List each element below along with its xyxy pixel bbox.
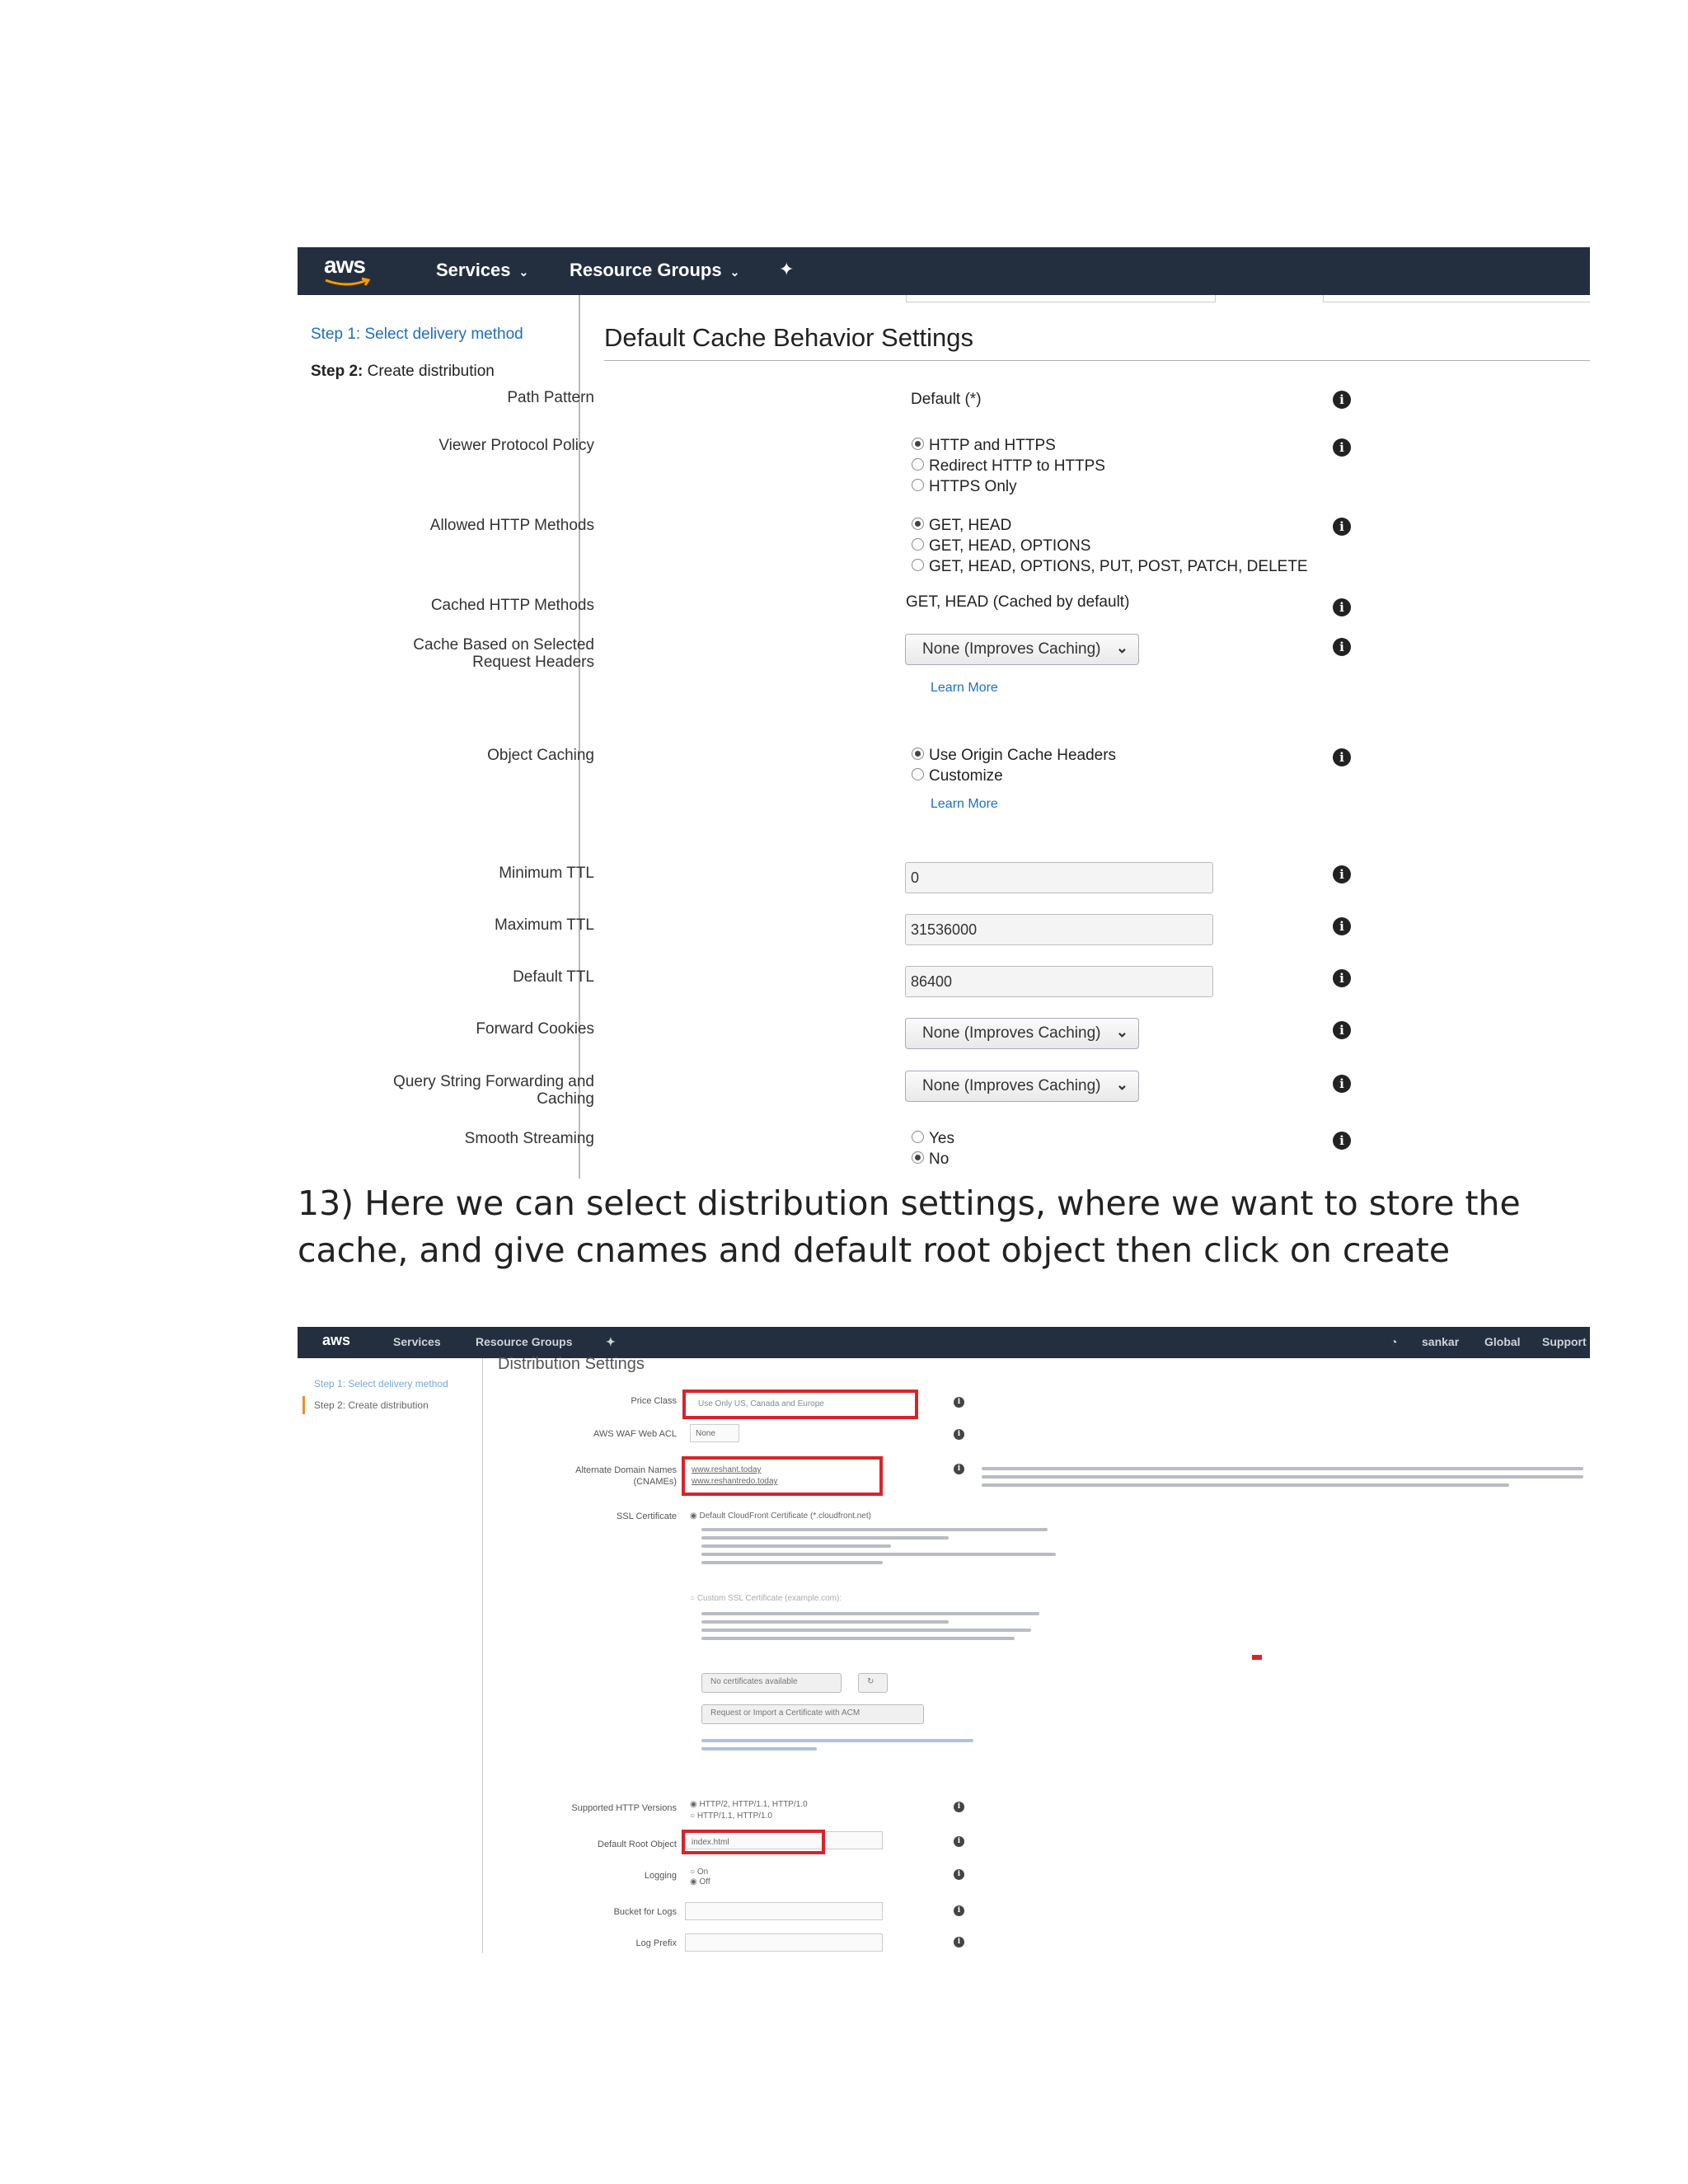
services-menu[interactable] (436, 260, 528, 281)
option-label: Yes (929, 1130, 954, 1147)
http-version-option-2[interactable]: ○ HTTP/1.1, HTTP/1.0 (690, 1811, 772, 1821)
radio-selected-icon (912, 438, 924, 450)
sidebar-divider (579, 295, 580, 1179)
ssl-help-text (701, 1544, 891, 1548)
info-icon[interactable]: i (954, 1429, 964, 1440)
cname-2[interactable]: www.reshantredo.today (692, 1477, 778, 1486)
smooth-streaming-option-yes[interactable] (912, 1130, 954, 1148)
option-label: HTTPS Only (929, 478, 1017, 495)
option-label: Off (699, 1877, 710, 1886)
ssl-custom-help (701, 1629, 1031, 1632)
allowed-http-methods-label: Allowed HTTP Methods (429, 517, 594, 534)
log-prefix-label: Log Prefix (635, 1938, 677, 1948)
cache-headers-select[interactable] (905, 634, 1139, 665)
waf-value: None (696, 1429, 715, 1438)
request-certificate-label: Request or Import a Certificate with ACM (710, 1708, 860, 1718)
object-caching-option-origin[interactable] (912, 747, 1116, 765)
cnames-label-line1: Alternate Domain Names (575, 1465, 677, 1475)
path-pattern-value: Default (*) (911, 391, 982, 408)
info-icon[interactable]: i (1333, 518, 1351, 536)
cached-http-methods-label: Cached HTTP Methods (430, 597, 594, 614)
cnames-label-line2: (CNAMEs) (633, 1477, 677, 1487)
services-label: Services (436, 260, 511, 280)
resource-groups-menu[interactable]: Resource Groups (476, 1335, 573, 1348)
radio-selected-icon (912, 748, 924, 760)
chevron-down-icon: ⌄ (1115, 640, 1128, 656)
aws-logo[interactable] (324, 252, 373, 290)
ssl-custom-option[interactable]: ○ Custom SSL Certificate (example.com): (690, 1594, 842, 1603)
acm-learn-more-link[interactable] (701, 1747, 817, 1750)
logging-option-on[interactable]: ○ On (690, 1868, 709, 1877)
cached-http-methods-value: GET, HEAD (Cached by default) (906, 593, 1130, 611)
ssl-certificate-label: SSL Certificate (617, 1511, 677, 1521)
viewer-protocol-option-redirect[interactable] (912, 457, 1105, 476)
allowed-methods-option-options[interactable] (912, 537, 1090, 555)
chevron-down-icon: ⌄ (729, 265, 740, 279)
sidebar-step-1-link[interactable]: Step 1: Select delivery method (311, 326, 523, 343)
sidebar-step-1-link[interactable]: Step 1: Select delivery method (314, 1378, 448, 1390)
radio-icon (912, 479, 924, 491)
maximum-ttl-input[interactable]: 31536000 (905, 914, 1213, 945)
cloudfront-cache-behavior-screenshot (298, 247, 1590, 1179)
info-icon[interactable]: i (1333, 1132, 1351, 1150)
query-string-label-line1: Query String Forwarding and (393, 1073, 594, 1090)
option-label: No (929, 1151, 950, 1168)
section-title: Distribution Settings (498, 1355, 645, 1373)
viewer-protocol-option-https-only[interactable] (912, 478, 1017, 496)
info-icon[interactable]: i (1333, 391, 1351, 409)
info-icon[interactable]: i (1333, 598, 1351, 616)
info-icon[interactable]: i (1333, 438, 1351, 457)
red-marker (1252, 1655, 1262, 1660)
learn-more-link[interactable]: Learn More (931, 681, 998, 695)
active-step-indicator (302, 1396, 305, 1414)
ssl-help-text (701, 1561, 883, 1564)
select-value: None (Improves Caching) (922, 640, 1101, 658)
option-label: HTTP/1.1, HTTP/1.0 (696, 1811, 772, 1821)
sidebar-divider (482, 1358, 483, 1953)
ssl-default-label: Default CloudFront Certificate (*.cloudfront.net) (699, 1511, 871, 1521)
smooth-streaming-option-no[interactable] (912, 1151, 949, 1169)
bucket-for-logs-input[interactable] (685, 1902, 883, 1920)
bucket-for-logs-label: Bucket for Logs (613, 1907, 677, 1917)
info-icon[interactable]: i (1333, 1021, 1351, 1039)
request-certificate-button[interactable] (701, 1704, 924, 1724)
partial-field-above (1323, 295, 1590, 302)
viewer-protocol-option-http-https[interactable] (912, 437, 1056, 455)
ssl-help-text (701, 1553, 1056, 1556)
ssl-custom-help (701, 1620, 949, 1624)
forward-cookies-label: Forward Cookies (476, 1020, 594, 1038)
resource-groups-label: Resource Groups (570, 260, 722, 280)
info-icon[interactable]: i (954, 1836, 964, 1847)
cname-1[interactable]: www.reshant.today (692, 1465, 762, 1474)
http-versions-label: Supported HTTP Versions (571, 1803, 677, 1813)
region-menu[interactable]: Global (1484, 1335, 1521, 1348)
info-icon[interactable]: i (1333, 1075, 1351, 1093)
step-caption: 13) Here we can select distribution settings, where we want to store the cache, and give cnames and default root object then click on create (298, 1183, 1521, 1270)
pin-icon[interactable]: ✦ (779, 259, 795, 279)
certificate-select[interactable] (701, 1673, 842, 1693)
radio-icon (912, 538, 924, 551)
pin-icon[interactable]: ✦ (606, 1335, 616, 1348)
info-icon[interactable]: i (954, 1802, 964, 1812)
cnames-help-text (982, 1483, 1509, 1487)
info-icon[interactable]: i (1333, 865, 1351, 883)
price-class-label: Price Class (631, 1396, 677, 1406)
sidebar-step-2 (311, 363, 495, 381)
ssl-default-option[interactable]: ◉ Default CloudFront Certificate (*.cloudfront.net) (690, 1511, 871, 1521)
info-icon[interactable]: i (954, 1905, 964, 1916)
select-value: None (Improves Caching) (922, 1024, 1101, 1042)
forward-cookies-select[interactable] (905, 1018, 1139, 1049)
radio-selected-icon (912, 518, 924, 530)
info-icon[interactable]: i (954, 1937, 964, 1947)
minimum-ttl-input[interactable]: 0 (905, 862, 1213, 893)
option-label: GET, HEAD, OPTIONS (929, 537, 1091, 555)
minimum-ttl-label: Minimum TTL (499, 865, 594, 882)
logging-label: Logging (644, 1871, 677, 1881)
maximum-ttl-label: Maximum TTL (494, 916, 594, 934)
option-label: Customize (929, 767, 1003, 785)
default-root-object-value: index.html (692, 1838, 729, 1847)
user-menu[interactable]: sankar (1422, 1335, 1460, 1348)
log-prefix-input[interactable] (685, 1933, 883, 1952)
allowed-methods-option-get-head[interactable] (912, 517, 1011, 535)
info-icon[interactable]: i (954, 1869, 964, 1880)
allowed-methods-option-all[interactable] (912, 558, 1308, 576)
cnames-help-text (982, 1475, 1583, 1479)
chevron-down-icon: ⌄ (1115, 1024, 1128, 1040)
info-icon[interactable]: i (1333, 748, 1351, 766)
section-divider (604, 360, 1590, 361)
price-class-select[interactable]: Use Only US, Canada and Europe (698, 1399, 824, 1408)
learn-more-link[interactable]: Learn More (931, 797, 998, 811)
cnames-help-text (982, 1467, 1583, 1470)
ssl-learn-more-link[interactable] (701, 1739, 973, 1742)
default-root-object-label: Default Root Object (598, 1840, 677, 1849)
ssl-custom-help (701, 1612, 1039, 1615)
radio-icon (912, 768, 924, 780)
radio-selected-icon (912, 1151, 924, 1164)
select-value: None (Improves Caching) (922, 1077, 1101, 1094)
object-caching-label: Object Caching (487, 747, 594, 764)
option-label: GET, HEAD, OPTIONS, PUT, POST, PATCH, DELETE (929, 558, 1308, 575)
viewer-protocol-policy-label: Viewer Protocol Policy (438, 437, 594, 454)
waf-select[interactable] (690, 1424, 739, 1442)
sidebar-step-2: Step 2: Create distribution (314, 1399, 429, 1411)
refresh-icon[interactable]: ↻ (858, 1673, 888, 1693)
smooth-streaming-label: Smooth Streaming (464, 1130, 594, 1147)
aws-logo-text: aws (324, 252, 365, 278)
option-label: On (696, 1868, 709, 1877)
support-menu[interactable]: Support (1542, 1335, 1587, 1348)
ssl-help-text (701, 1528, 1048, 1531)
cloudfront-distribution-settings-screenshot (298, 1327, 1590, 1953)
chevron-down-icon: ⌄ (1115, 1076, 1128, 1093)
path-pattern-label: Path Pattern (507, 389, 594, 406)
query-string-select[interactable] (905, 1071, 1139, 1102)
option-label: Redirect HTTP to HTTPS (929, 457, 1105, 475)
resource-groups-menu[interactable] (570, 260, 739, 281)
no-cert-label: No certificates available (710, 1677, 798, 1686)
partial-field-above (906, 295, 1216, 302)
cnames-highlight (682, 1456, 883, 1496)
services-menu[interactable]: Services (393, 1335, 441, 1348)
info-icon[interactable]: i (1333, 638, 1351, 656)
object-caching-option-customize[interactable] (912, 767, 1003, 785)
default-ttl-label: Default TTL (513, 968, 594, 986)
http-version-option-1[interactable]: ◉ HTTP/2, HTTP/1.1, HTTP/1.0 (690, 1800, 808, 1809)
option-label: HTTP and HTTPS (929, 437, 1056, 454)
bell-icon[interactable]: ◔ (1390, 1335, 1398, 1348)
option-label: GET, HEAD (929, 517, 1012, 534)
option-label: HTTP/2, HTTP/1.1, HTTP/1.0 (699, 1800, 808, 1809)
radio-icon (912, 1131, 924, 1143)
ssl-custom-help (701, 1637, 1015, 1640)
waf-label: AWS WAF Web ACL (593, 1429, 677, 1439)
aws-smile-icon (324, 277, 373, 288)
option-label: Use Origin Cache Headers (929, 747, 1117, 764)
logging-option-off[interactable]: ◉ Off (690, 1877, 710, 1886)
info-icon[interactable]: i (1333, 969, 1351, 987)
info-icon[interactable]: i (1333, 917, 1351, 935)
cache-headers-label-line1: Cache Based on Selected (413, 636, 594, 654)
step2-text: Create distribution (363, 363, 495, 380)
chevron-down-icon: ⌄ (518, 265, 529, 279)
ssl-help-text (701, 1536, 949, 1540)
aws-logo[interactable]: aws (322, 1332, 351, 1348)
top-navbar (298, 247, 1590, 295)
top-navbar (298, 1327, 1590, 1358)
query-string-label-line2: Caching (537, 1090, 594, 1108)
default-ttl-input[interactable]: 86400 (905, 966, 1213, 997)
radio-icon (912, 559, 924, 571)
radio-icon (912, 458, 924, 471)
step2-prefix: Step 2: (311, 363, 363, 380)
info-icon[interactable]: i (954, 1464, 964, 1474)
section-title: Default Cache Behavior Settings (604, 323, 974, 352)
info-icon[interactable]: i (954, 1397, 964, 1408)
ssl-custom-label: Custom SSL Certificate (example.com): (696, 1594, 842, 1603)
cache-headers-label-line2: Request Headers (472, 654, 594, 671)
